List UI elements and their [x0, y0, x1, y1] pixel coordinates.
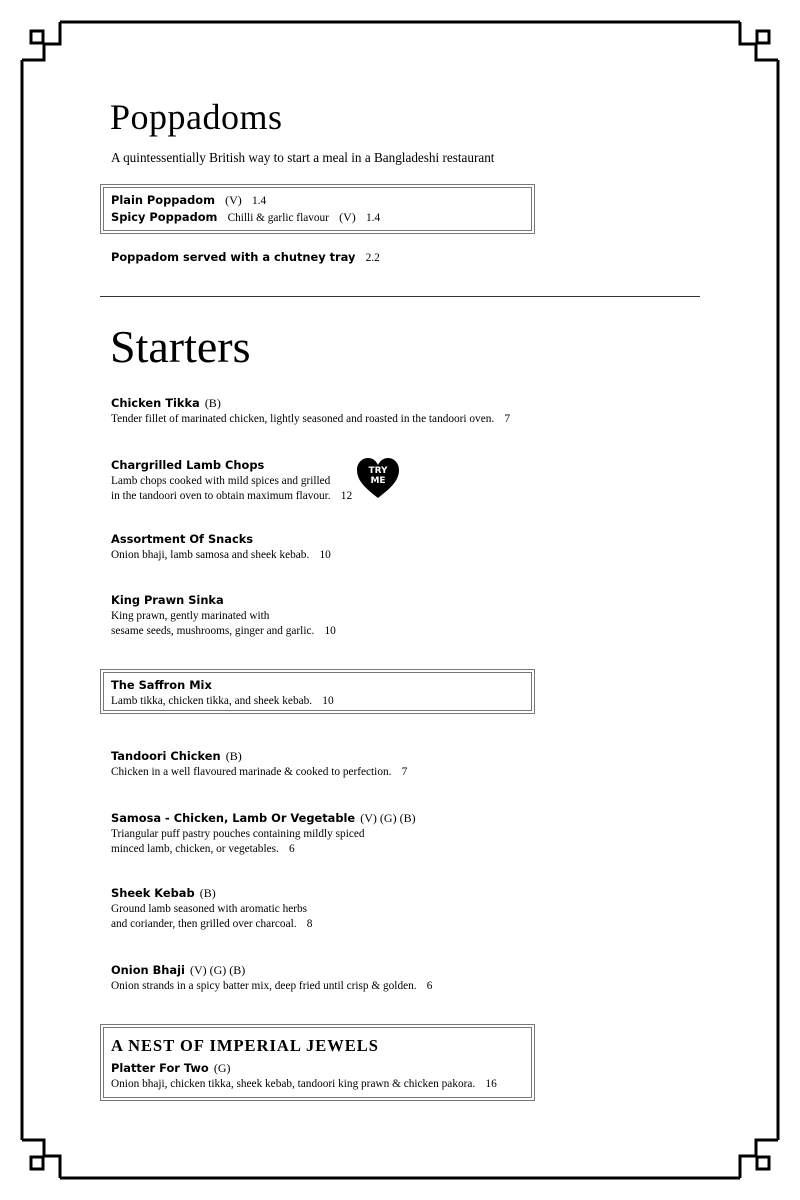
item-name: King Prawn Sinka: [111, 593, 224, 607]
item-desc-line: and coriander, then grilled over charcoal. 8: [111, 918, 313, 930]
item-price: 10: [324, 625, 336, 637]
item-desc-line: Tender fillet of marinated chicken, lightly seasoned and roasted in the tandoori oven. 7: [111, 413, 511, 425]
item-name: Samosa - Chicken, Lamb Or Vegetable: [111, 811, 356, 825]
item-tags: (B): [204, 396, 221, 410]
item-price: 10: [319, 549, 331, 561]
item-name: The Saffron Mix: [111, 678, 212, 692]
item-price: 6: [289, 843, 295, 855]
item-price: 1.4: [365, 212, 381, 224]
item-tags: (G): [213, 1061, 231, 1075]
item-tags: (V) (G) (B): [360, 811, 416, 825]
badge-line: ME: [370, 476, 386, 486]
item-tags: (V): [225, 193, 242, 207]
item-desc-line: Lamb chops cooked with mild spices and grilled: [111, 475, 331, 487]
item-desc-line: Onion bhaji, lamb samosa and sheek kebab. 10: [111, 549, 331, 561]
item-desc-line: minced lamb, chicken, or vegetables. 6: [111, 843, 295, 855]
item-desc-line: in the tandoori oven to obtain maximum flavour. 12: [111, 490, 353, 502]
item-desc-line: sesame seeds, mushrooms, ginger and garlic. 10: [111, 625, 336, 637]
item-name: Sheek Kebab: [111, 886, 195, 900]
item-desc-line: King prawn, gently marinated with: [111, 610, 270, 622]
item-name: Chicken Tikka: [111, 396, 200, 410]
menu-item-chutney-tray: [111, 248, 380, 266]
item-name: Onion Bhaji: [111, 963, 185, 977]
item-name: Spicy Poppadom: [111, 210, 218, 224]
section-divider: [100, 296, 700, 297]
item-price: 7: [401, 766, 408, 778]
badge-line: TRY: [368, 466, 388, 476]
item-desc-line: Chicken in a well flavoured marinade & cooked to perfection. 7: [111, 766, 408, 778]
menu-item-plain-poppadom: [111, 191, 266, 209]
item-desc-line: Triangular puff pastry pouches containing mildly spiced: [111, 828, 365, 840]
poppadoms-title: Poppadoms: [110, 97, 283, 137]
item-name: Chargrilled Lamb Chops: [111, 458, 265, 472]
menu-item-spicy-poppadom: [111, 208, 380, 226]
item-tags: (V): [339, 210, 356, 224]
item-price: 12: [340, 490, 353, 502]
item-price: 1.4: [251, 195, 267, 207]
platter-heading: A NEST OF IMPERIAL JEWELS: [111, 1036, 379, 1055]
item-name: Plain Poppadom: [111, 193, 215, 207]
poppadoms-subtitle: A quintessentially British way to start a meal in a Bangladeshi restaurant: [111, 150, 495, 165]
item-name: Poppadom served with a chutney tray: [111, 250, 356, 264]
item-tags: (V) (G) (B): [189, 963, 246, 977]
item-price: 6: [426, 980, 433, 992]
item-price: 7: [504, 413, 511, 425]
try-me-badge: [356, 466, 400, 486]
item-tags: (B): [199, 886, 216, 900]
item-desc-line: Lamb tikka, chicken tikka, and sheek kebab. 10: [111, 695, 334, 707]
item-tags: (B): [225, 749, 242, 763]
starters-title: Starters: [110, 321, 251, 372]
item-price: 10: [322, 695, 334, 707]
item-price: 8: [306, 918, 313, 930]
item-desc-line: Ground lamb seasoned with aromatic herbs: [111, 903, 308, 915]
item-price: 16: [485, 1078, 497, 1090]
item-desc-line: Onion strands in a spicy batter mix, deep fried until crisp & golden. 6: [111, 980, 433, 992]
item-name: Assortment Of Snacks: [111, 532, 254, 546]
item-desc: Chilli & garlic flavour: [227, 212, 329, 224]
item-name: Tandoori Chicken: [111, 749, 221, 763]
item-price: 2.2: [365, 252, 380, 264]
item-name: Platter For Two: [111, 1061, 209, 1075]
item-desc-line: Onion bhaji, chicken tikka, sheek kebab, tandoori king prawn & chicken pakora. 16: [111, 1078, 497, 1090]
